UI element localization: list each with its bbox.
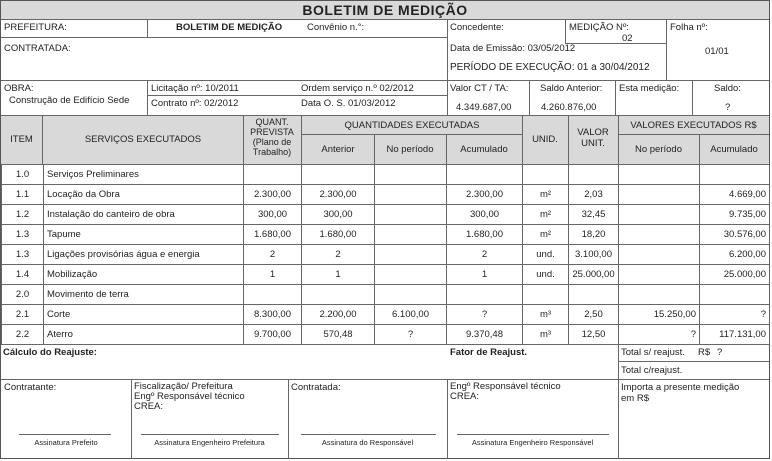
cell-anterior: 300,00 [302,205,375,225]
cell-unid [523,165,569,185]
col-servicos: SERVIÇOS EXECUTADOS [84,134,202,145]
cell-anterior [302,285,375,305]
contrato-number: Contrato nº: 02/2012 [151,98,239,109]
cell-prevista: 9.700,00 [244,325,302,345]
document-title: BOLETIM DE MEDIÇÃO [1,1,769,20]
saldo-value: ? [725,102,731,113]
contratante-label: Contratante: [4,382,57,393]
table-row [2,205,770,225]
cell-valor-unit: 3.100,00 [569,245,619,265]
cell-item: 1.3 [2,225,44,245]
table-row [2,245,770,265]
doc-name-label: BOLETIM DE MEDIÇÃO [176,22,283,33]
cell-item: 2.1 [2,305,44,325]
table-row [2,325,770,345]
cell-v-periodo [619,165,700,185]
assinatura-engenheiro-responsavel: Assinatura Engenheiro Responsável [471,438,594,447]
cell-servico: Locação da Obra [44,185,244,205]
convenio-label: Convênio n.°: [307,22,365,33]
assinatura-prefeito: Assinatura Prefeito [34,438,98,447]
saldo-anterior-value: 4.260.876,00 [541,102,597,113]
cell-v-periodo: ? [619,325,700,345]
obra-value: Construção de Edifício Sede [9,95,130,106]
col-v-no-periodo: No período [634,144,682,155]
concedente-label: Concedente: [450,22,504,33]
ordem-servico: Ordem serviço n.º 02/2012 [301,83,414,94]
cell-v-acumulado: ? [700,305,770,325]
cell-v-acumulado: 9.735,00 [700,205,770,225]
data-emissao: Data de Emissão: 03/05/2012 [450,43,576,54]
cell-acumulado [447,285,523,305]
cell-v-periodo: 15.250,00 [619,305,700,325]
cell-valor-unit: 32,45 [569,205,619,225]
cell-unid: m³ [523,305,569,325]
cell-v-periodo [619,225,700,245]
cell-acumulado: 300,00 [447,205,523,225]
cell-item: 1.4 [2,265,44,285]
cell-valor-unit [569,165,619,185]
cell-acumulado: ? [447,305,523,325]
cell-prevista: 2 [244,245,302,265]
cell-prevista: 1 [244,265,302,285]
col-v-acumulado: Acumulado [710,144,758,155]
esta-medicao-label: Esta medição: [619,83,680,94]
cell-item: 2.2 [2,325,44,345]
cell-unid: und. [523,265,569,285]
col-quant-executadas: QUANTIDADES EXECUTADAS [344,120,480,131]
cell-prevista: 300,00 [244,205,302,225]
cell-anterior [302,165,375,185]
cell-valor-unit: 25.000,00 [569,265,619,285]
total-sem-reajuste-value: ? [717,347,723,358]
licitacao-number: Licitação nº: 10/2011 [151,83,239,94]
table-row [2,265,770,285]
cell-item: 1.3 [2,245,44,265]
cell-valor-unit: 2,50 [569,305,619,325]
items-table [1,164,770,345]
cell-periodo [375,165,447,185]
cell-unid: m² [523,205,569,225]
cell-unid: m² [523,185,569,205]
cell-unid: m² [523,225,569,245]
valor-ct-value: 4.349.687,00 [456,102,512,113]
cell-item: 1.2 [2,205,44,225]
cell-v-acumulado: 25.000,00 [700,265,770,285]
importa-medicao-block: Importa a presente medição em R$ [621,382,740,404]
cell-anterior: 1 [302,265,375,285]
cell-v-acumulado: 117.131,00 [700,325,770,345]
table-row [2,305,770,325]
col-anterior: Anterior [321,144,355,155]
col-item: ITEM [10,134,33,145]
cell-periodo: ? [375,325,447,345]
saldo-anterior-label: Saldo Anterior: [540,83,603,94]
contratada-signature-label: Contratada: [291,382,341,393]
cell-v-acumulado [700,285,770,305]
cell-periodo [375,265,447,285]
cell-periodo [375,205,447,225]
table-row [2,285,770,305]
cell-prevista [244,285,302,305]
cell-acumulado [447,165,523,185]
cell-valor-unit [569,285,619,305]
cell-unid [523,285,569,305]
cell-valor-unit: 18,20 [569,225,619,245]
cell-anterior: 570,48 [302,325,375,345]
cell-periodo [375,185,447,205]
cell-item: 2.0 [2,285,44,305]
cell-v-acumulado [700,165,770,185]
cell-acumulado: 1.680,00 [447,225,523,245]
cell-unid: m³ [523,325,569,345]
cell-valor-unit: 2,03 [569,185,619,205]
cell-prevista: 1.680,00 [244,225,302,245]
medicao-value: 02 [622,33,633,44]
col-unid: UNID. [532,134,558,145]
cell-acumulado: 2.300,00 [447,185,523,205]
cell-v-periodo [619,185,700,205]
total-com-reajuste-label: Total c/reajust. [621,365,683,376]
cell-v-acumulado: 30.576,00 [700,225,770,245]
saldo-label: Saldo: [714,83,741,94]
fator-reajuste-label: Fator de Reajust. [450,347,528,358]
cell-prevista: 8.300,00 [244,305,302,325]
table-row [2,185,770,205]
total-sem-reajuste-currency: R$ [698,347,711,358]
folha-label: Folha nº: [670,22,708,33]
assinatura-responsavel: Assinatura do Responsável [321,438,414,447]
cell-servico: Serviços Preliminares [44,165,244,185]
cell-anterior: 1.680,00 [302,225,375,245]
cell-periodo [375,225,447,245]
cell-valor-unit: 12,50 [569,325,619,345]
cell-periodo [375,285,447,305]
cell-anterior: 2.300,00 [302,185,375,205]
valor-ct-label: Valor CT / TA: [450,83,509,94]
cell-acumulado: 1 [447,265,523,285]
cell-servico: Instalação do canteiro de obra [44,205,244,225]
cell-item: 1.0 [2,165,44,185]
cell-servico: Tapume [44,225,244,245]
fiscalizacao-block: Fiscalização/ Prefeitura Engº Responsável técnico CREA: [134,381,245,412]
col-no-periodo: No período [386,144,434,155]
table-row [2,225,770,245]
prefeitura-label: PREFEITURA: [4,22,67,33]
cell-v-acumulado: 6.200,00 [700,245,770,265]
col-acumulado: Acumulado [460,144,508,155]
cell-servico: Corte [44,305,244,325]
cell-periodo: 6.100,00 [375,305,447,325]
cell-v-acumulado: 4.669,00 [700,185,770,205]
cell-v-periodo [619,245,700,265]
cell-anterior: 2.200,00 [302,305,375,325]
items-table-body [2,165,770,345]
cell-unid: und. [523,245,569,265]
table-row [2,165,770,185]
cell-item: 1.1 [2,185,44,205]
cell-v-periodo [619,285,700,305]
col-quant-prevista: QUANT. PREVISTA (Plano de Trabalho) [250,117,294,157]
col-valor-unit: VALOR UNIT. [577,127,609,149]
cell-servico: Aterro [44,325,244,345]
cell-servico: Ligações provisórias água e energia [44,245,244,265]
cell-servico: Movimento de terra [44,285,244,305]
periodo-execucao: PERÍODO DE EXECUÇÃO: 01 a 30/04/2012 [450,62,650,73]
eng-responsavel-block: Engº Responsável técnico CREA: [450,381,561,402]
total-sem-reajuste-label: Total s/ reajust. [621,347,685,358]
medicao-label: MEDIÇÃO Nº: [569,22,629,33]
obra-label: OBRA: [4,83,34,94]
cell-servico: Mobilização [44,265,244,285]
cell-anterior: 2 [302,245,375,265]
cell-periodo [375,245,447,265]
contratada-label: CONTRATADA: [4,43,71,54]
cell-v-periodo [619,205,700,225]
folha-value: 01/01 [705,46,729,57]
col-valores-executados: VALORES EXECUTADOS R$ [630,120,757,131]
data-ordem-servico: Data O. S. 01/03/2012 [301,98,396,109]
cell-acumulado: 9.370,48 [447,325,523,345]
calculo-reajuste-label: Cálculo do Reajuste: [3,347,97,358]
cell-prevista [244,165,302,185]
assinatura-engenheiro-prefeitura: Assinatura Engenheiro Prefeitura [154,438,265,447]
cell-prevista: 2.300,00 [244,185,302,205]
cell-v-periodo [619,265,700,285]
cell-acumulado: 2 [447,245,523,265]
